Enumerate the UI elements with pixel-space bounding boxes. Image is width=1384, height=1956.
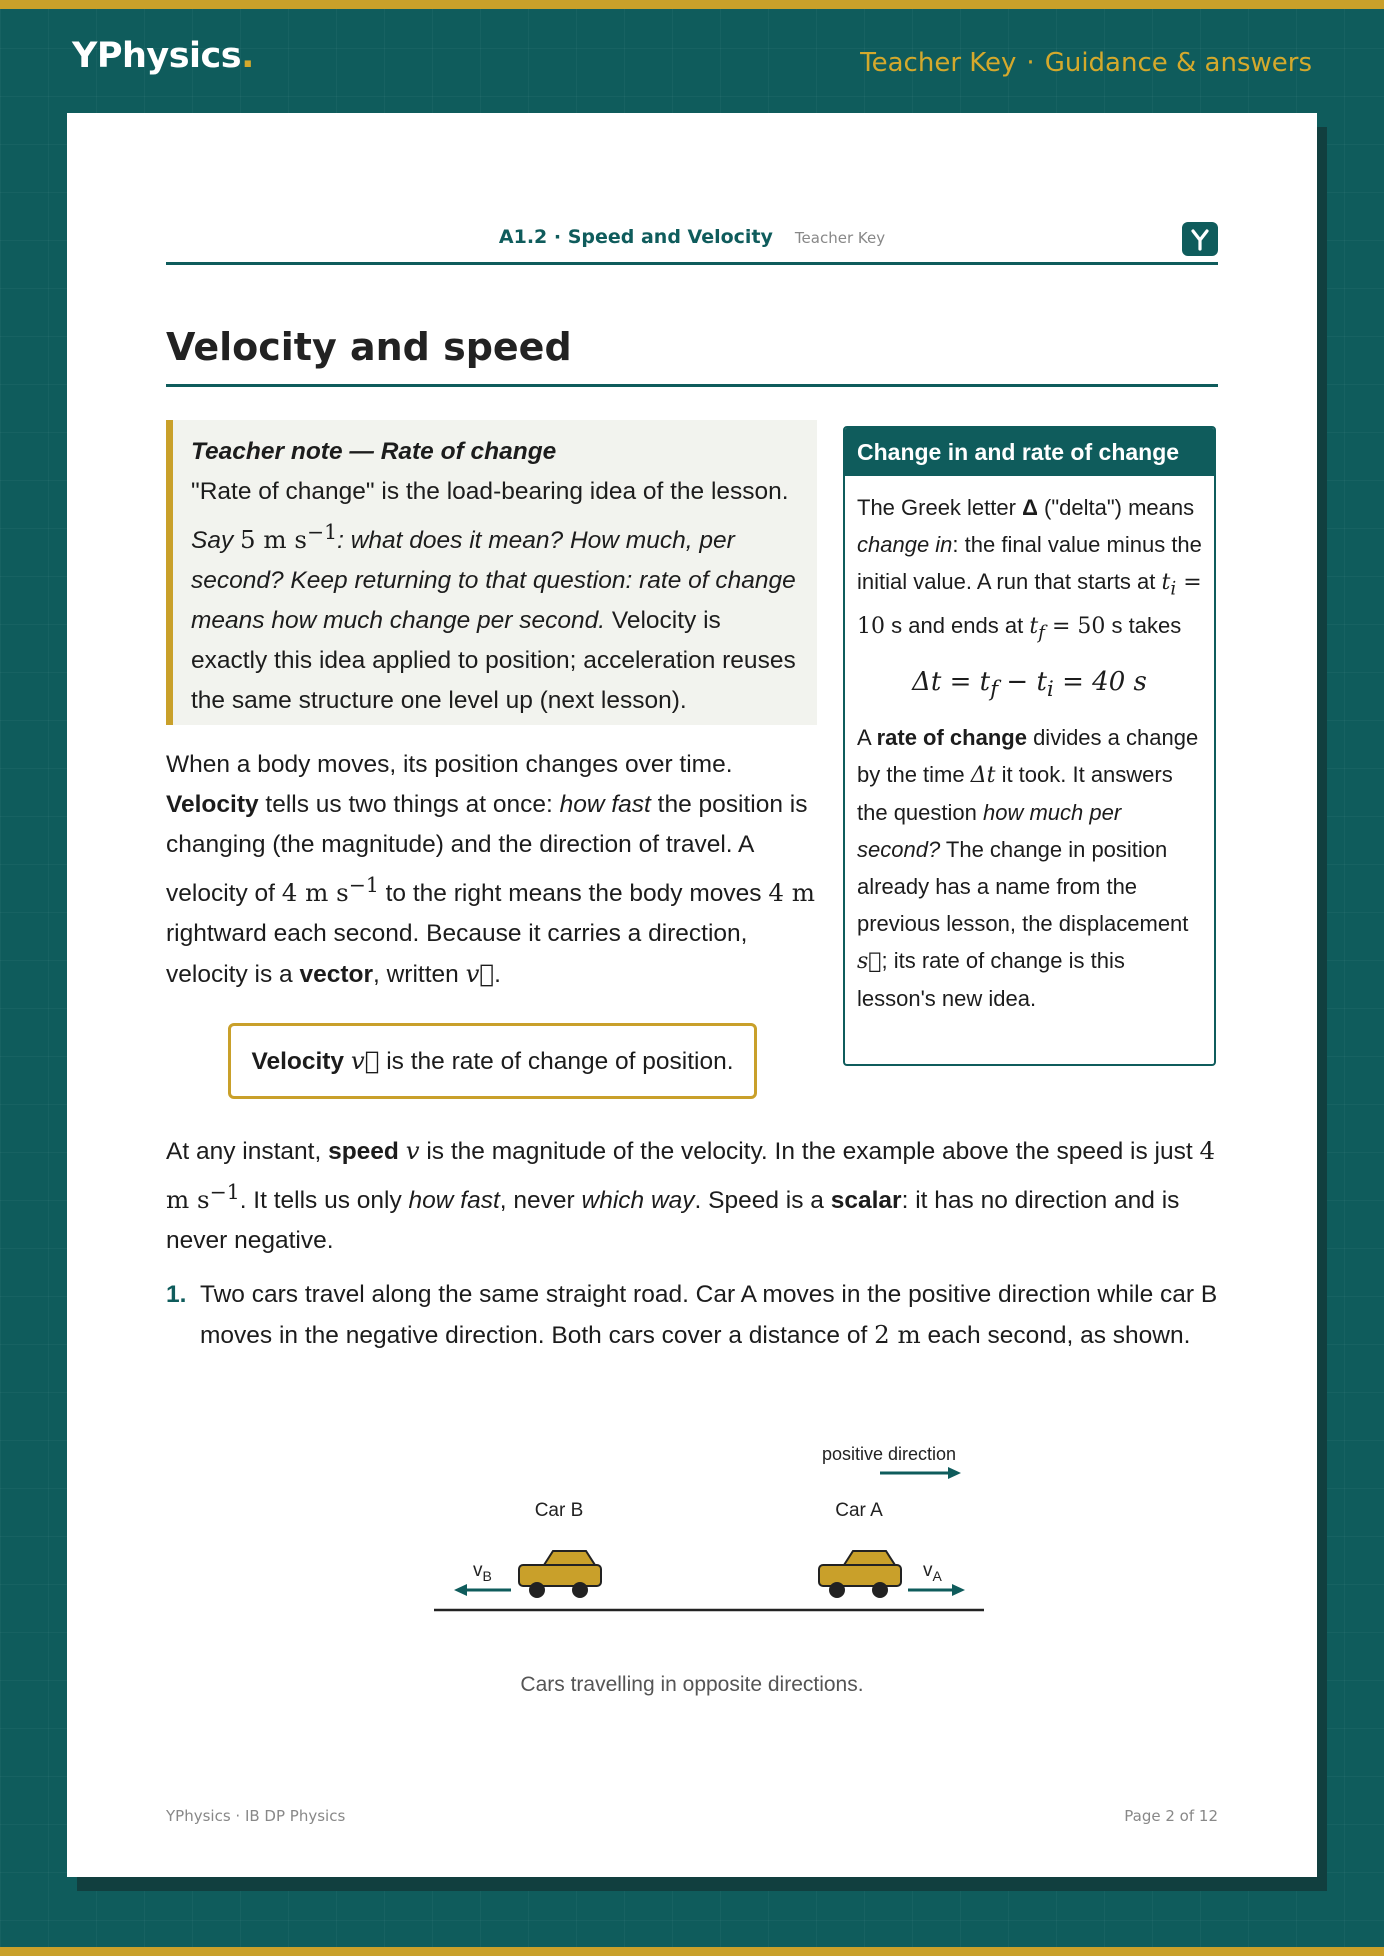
header-context: Teacher Key · Guidance & answers (860, 48, 1312, 78)
running-head-title: A1.2 · Speed and Velocity (498, 226, 773, 248)
sidebar-paragraph-1: The Greek letter Δ ("delta") means change in: the final value minus the initial value. A run that starts at $t_i = 10$ s and ends at $t_f = 50$ s takes (857, 495, 1202, 644)
header-guidance: Guidance & answers (1044, 48, 1312, 78)
speed-paragraph: At any instant, speed v is the magnitude of the velocity. In the example above the speed is just 4 m $s^{-1}$. It tells us only how fast, never which way. Speed is a scalar: it has no direction and is never negative. (166, 1136, 1216, 1255)
delta-t-equation: $\Delta t = t_f - t_i = 40$ s (912, 666, 1147, 702)
teacher-note-title: Teacher note — Rate of change (191, 438, 557, 465)
page-number: Page 2 of 12 (1124, 1807, 1218, 1825)
velocity-definition-box: Velocity v⃗ is the rate of change of position. (228, 1023, 757, 1099)
car-a-label: Car A (835, 1500, 883, 1521)
running-head (166, 168, 1218, 323)
velocity-paragraph: When a body moves, its position changes over time. Velocity tells us two things at once: how fast the position is changing (the magnitude) and the direction of travel. A velocity of 4 m $s^{-1}$ to the right means the body moves 4 m rightward each second. Because it carries a direction, velocity is a vector, written v⃗. (166, 751, 815, 989)
car-a-icon (819, 1551, 901, 1597)
car-b-icon (519, 1551, 601, 1597)
figure-caption: Cars travelling in opposite directions. (520, 1673, 864, 1696)
change-sidebar (843, 426, 1216, 1066)
section-title: Velocity and speed (166, 325, 572, 369)
section-rule (166, 384, 1218, 387)
velocity-b-label: $v_B$ (473, 1560, 492, 1584)
question-number: 1. (166, 1281, 187, 1308)
positive-direction-label: positive direction (821, 1444, 957, 1464)
velocity-b-arrow (454, 1584, 511, 1596)
car-b-label: Car B (534, 1500, 584, 1521)
site-logo[interactable]: YPhysics. (72, 36, 254, 76)
question-text: Two cars travel along the same straight road. Car A moves in the positive direction while car B moves in the negative direction. Both cars cover a distance of 2 m each second, as shown. (200, 1281, 1218, 1349)
running-head-rule (166, 262, 1218, 265)
header-teacher-key: Teacher Key (860, 48, 1017, 78)
bottom-accent-bar (0, 1947, 1384, 1956)
top-accent-bar (0, 0, 1384, 9)
footer-left: YPhysics · IB DP Physics (166, 1807, 346, 1825)
math-5ms: 5 m s (240, 525, 307, 555)
sidebar-title: Change in and rate of change (845, 428, 1214, 476)
positive-direction-arrow (880, 1467, 961, 1479)
running-head-subtitle: Teacher Key (794, 229, 886, 247)
y-logo-icon (1182, 222, 1218, 256)
velocity-a-arrow (908, 1584, 965, 1596)
sidebar-paragraph-2: A rate of change divides a change by the time Δt it took. It answers the question how much per second? The change in position already has a name from the previous lesson, the displacement s⃗; its rate of change is this lesson's new idea. (857, 724, 1199, 1011)
document-page (67, 113, 1317, 1877)
teacher-note: Teacher note — Rate of change "Rate of change" is the load-bearing idea of the lesson. Say 5 m $s^{-1}$: what does it mean? How much, per second? Keep returning to that question: rate of change means how much change per second. Velocity is exactly this idea applied to position; acceleration reuses the same structure one level up (next lesson). (166, 420, 817, 725)
velocity-a-label: $v_A$ (923, 1560, 942, 1584)
site-header (72, 36, 1312, 86)
